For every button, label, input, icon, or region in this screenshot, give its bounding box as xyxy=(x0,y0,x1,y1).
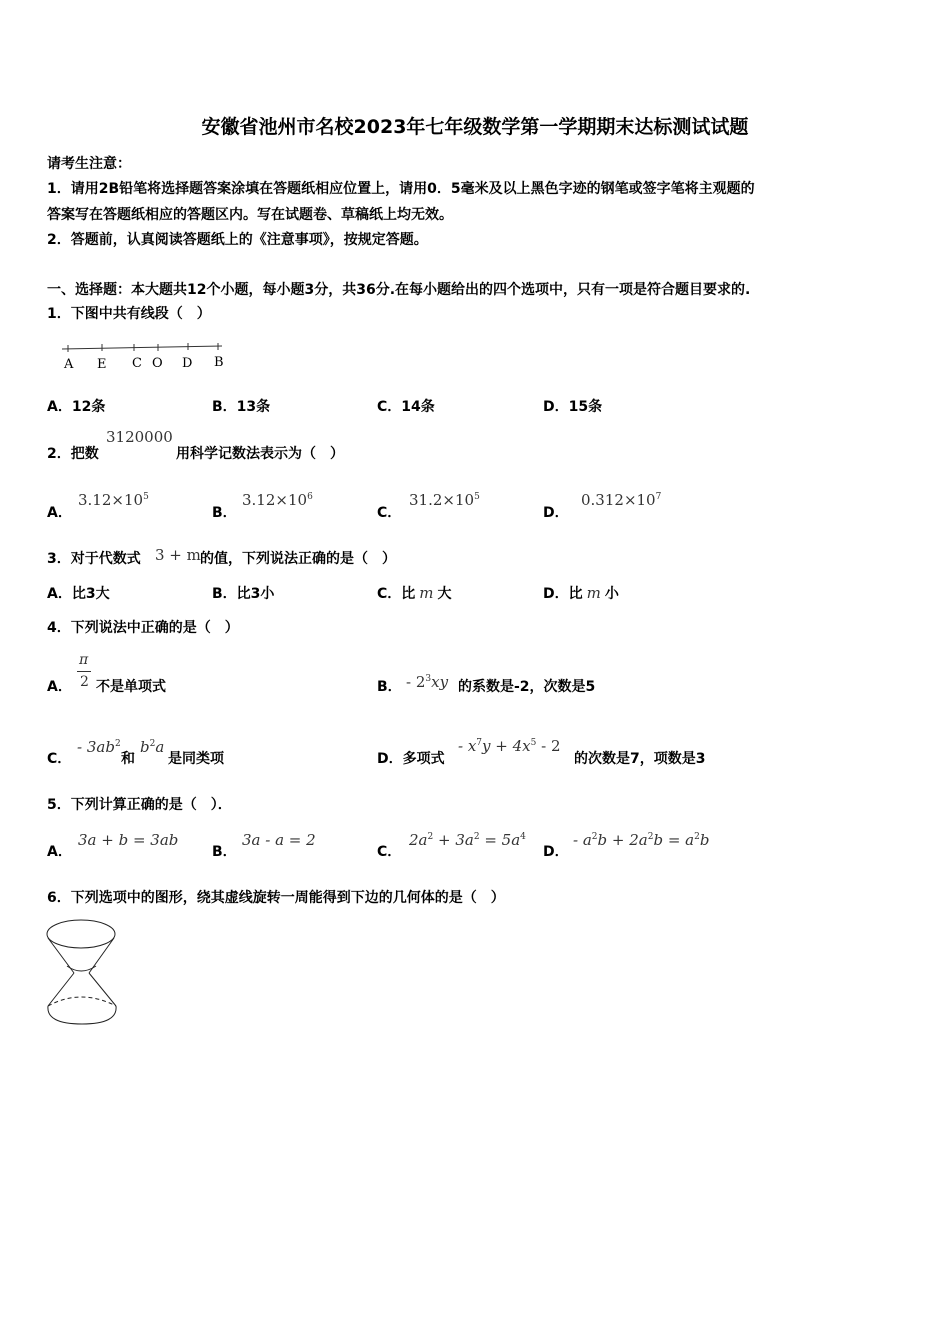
point-label: A xyxy=(64,357,74,372)
q2-number: 3120000 xyxy=(106,428,173,446)
q4-a-numerator: π xyxy=(79,652,89,668)
double-cone-figure xyxy=(44,918,124,1028)
q2-option-b-label: B． xyxy=(212,505,237,521)
q4-stem: 4．下列说法中正确的是（ ） xyxy=(47,620,239,636)
q2-option-c: $31.2\times 10^5$ xyxy=(409,491,480,509)
q3-option-c: C．比 m 大 xyxy=(377,584,452,602)
q3-option-a: A．比3大 xyxy=(47,586,110,602)
q5-option-b-expr: 3a - a = 2 xyxy=(242,831,316,849)
q4-option-a-label: A． xyxy=(47,679,72,695)
q1-stem: 1．下图中共有线段（ ） xyxy=(47,306,211,322)
cone-edge xyxy=(89,973,116,1006)
fraction-bar xyxy=(77,671,91,672)
point-label: O xyxy=(152,356,163,371)
q4-option-d-expr: - $x^7y + 4x^5 - 2$ xyxy=(458,737,561,755)
point-label: C xyxy=(132,356,142,371)
bottom-arc xyxy=(48,1006,116,1024)
segment-line xyxy=(62,346,222,349)
q3-option-b: B．比3小 xyxy=(212,586,275,602)
q4-option-a-text: 不是单项式 xyxy=(96,679,166,695)
hidden-arc xyxy=(48,997,116,1006)
q5-option-d-expr: - $a^2b + 2a^2b = a^2b$ xyxy=(573,831,710,849)
q5-option-a-label: A． xyxy=(47,844,72,860)
q2-option-d-label: D． xyxy=(543,505,569,521)
q4-option-d-text: 的次数是7，项数是3 xyxy=(574,751,706,767)
q4-option-c-expr1: - $3ab^2$ xyxy=(77,738,121,756)
q3-stem-pre: 3．对于代数式 xyxy=(47,551,141,567)
q4-a-denominator: 2 xyxy=(80,674,89,690)
q1-option-c: C．14条 xyxy=(377,399,435,415)
q5-option-c-expr: $2a^2 + 3a^2 = 5a^4$ xyxy=(409,831,526,849)
q5-option-c-label: C． xyxy=(377,844,402,860)
q4-option-d-label: D．多项式 xyxy=(377,751,445,767)
q2-stem-post: 用科学记数法表示为（ ） xyxy=(176,446,344,462)
q2-option-a-label: A． xyxy=(47,505,72,521)
q4-option-c-text: 是同类项 xyxy=(168,751,224,767)
q2-option-c-label: C． xyxy=(377,505,402,521)
q4-option-c-expr2: $b^2a$ xyxy=(140,738,165,756)
q2-option-a: $3.12\times 10^5$ xyxy=(78,491,149,509)
q2-option-d: $0.312\times 10^7$ xyxy=(581,491,662,509)
q5-stem: 5．下列计算正确的是（ ）． xyxy=(47,797,232,813)
page-title: 安徽省池州市名校2023年七年级数学第一学期期末达标测试试题 xyxy=(201,116,749,138)
notice-line-1: 1．请用2B铅笔将选择题答案涂填在答题纸相应位置上，请用0．5毫米及以上黑色字迹的钢笔或签字笔将主观题的 xyxy=(47,181,755,197)
q2-stem-pre: 2．把数 xyxy=(47,446,99,462)
q4-option-c-label: C． xyxy=(47,751,72,767)
q6-stem: 6．下列选项中的图形，绕其虚线旋转一周能得到下边的几何体的是（ ） xyxy=(47,890,505,906)
q1-option-a: A．12条 xyxy=(47,399,106,415)
q5-option-d-label: D． xyxy=(543,844,569,860)
q5-option-b-label: B． xyxy=(212,844,237,860)
q5-option-a-expr: 3a + b = 3ab xyxy=(78,831,179,849)
segment-figure xyxy=(60,342,230,372)
notice-heading: 请考生注意： xyxy=(47,156,131,172)
q4-option-b-expr: - $2^3xy$ xyxy=(406,673,449,691)
top-ellipse xyxy=(47,920,115,948)
q4-option-c-mid: 和 xyxy=(121,751,135,767)
q4-option-b-label: B． xyxy=(377,679,402,695)
notice-line-3: 2．答题前，认真阅读答题纸上的《注意事项》，按规定答题。 xyxy=(47,232,428,248)
q2-option-b: $3.12\times 10^6$ xyxy=(242,491,313,509)
q3-stem-post: 的值，下列说法正确的是（ ） xyxy=(200,551,396,567)
q4-option-b-text: 的系数是-2，次数是5 xyxy=(458,679,596,695)
point-label: B xyxy=(214,355,224,370)
q3-option-d: D．比 m 小 xyxy=(543,584,619,602)
q1-option-b: B．13条 xyxy=(212,399,271,415)
cone-edge xyxy=(48,973,74,1006)
point-label: D xyxy=(182,356,193,371)
notice-line-2: 答案写在答题纸相应的答题区内。写在试题卷、草稿纸上均无效。 xyxy=(47,207,453,223)
point-label: E xyxy=(97,357,107,372)
q3-expr: 3 + m xyxy=(155,546,201,564)
q1-option-d: D．15条 xyxy=(543,399,603,415)
section-heading: 一、选择题：本大题共12个小题，每小题3分，共36分.在每小题给出的四个选项中，只有一项是符合题目要求的. xyxy=(47,282,751,298)
